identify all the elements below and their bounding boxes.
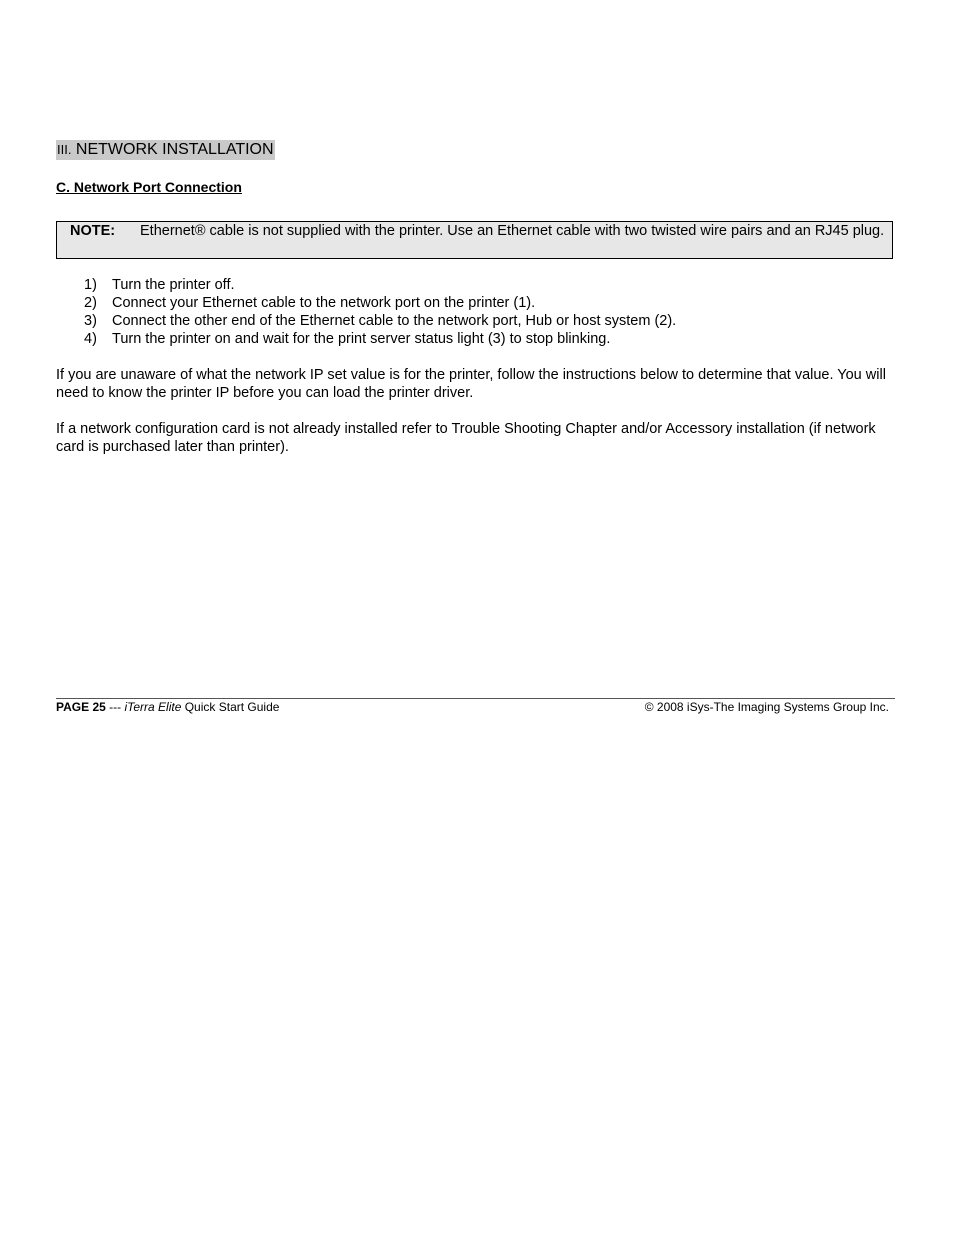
section-title [56, 140, 275, 160]
paragraph-network-card: If a network configuration card is not already installed refer to Trouble Shooting Chapter and/or Accessory installation (if network card is purchased later than printer). [56, 421, 876, 455]
step-number: 1) [84, 277, 97, 293]
subsection-title: C. Network Port Connection [56, 179, 242, 195]
footer-guide: Quick Start Guide [181, 700, 280, 714]
section-prefix: III. [57, 142, 72, 157]
step-number: 2) [84, 295, 97, 311]
footer-product: iTerra Elite [124, 700, 182, 714]
footer-copyright: © 2008 iSys-The Imaging Systems Group Inc. [644, 700, 889, 714]
section-title-text: NETWORK INSTALLATION [75, 141, 274, 158]
footer-separator: --- [105, 700, 125, 714]
step-text: Turn the printer off. [112, 277, 235, 293]
footer-rule [56, 698, 895, 699]
list-item [56, 312, 896, 330]
list-item [56, 330, 896, 348]
footer-page-label: PAGE 25 [56, 700, 106, 714]
note-label: NOTE: [70, 223, 116, 239]
note-box [56, 221, 893, 259]
footer-page-info [56, 700, 279, 715]
step-text: Connect the other end of the Ethernet cable to the network port, Hub or host system (2). [112, 313, 677, 329]
paragraph-ip-info: If you are unaware of what the network IP set value is for the printer, follow the instructions below to determine that value. You will need to know the printer IP before you can load the printer driver. [56, 367, 886, 401]
list-item [56, 276, 896, 294]
step-number: 3) [84, 313, 97, 329]
step-number: 4) [84, 331, 97, 347]
note-text: Ethernet® cable is not supplied with the printer. Use an Ethernet cable with two twisted wire pairs and an RJ45 plug. [140, 223, 885, 239]
step-text: Connect your Ethernet cable to the network port on the printer (1). [112, 295, 536, 311]
step-text: Turn the printer on and wait for the print server status light (3) to stop blinking. [112, 331, 611, 347]
list-item [56, 294, 896, 312]
steps-list [56, 276, 896, 348]
